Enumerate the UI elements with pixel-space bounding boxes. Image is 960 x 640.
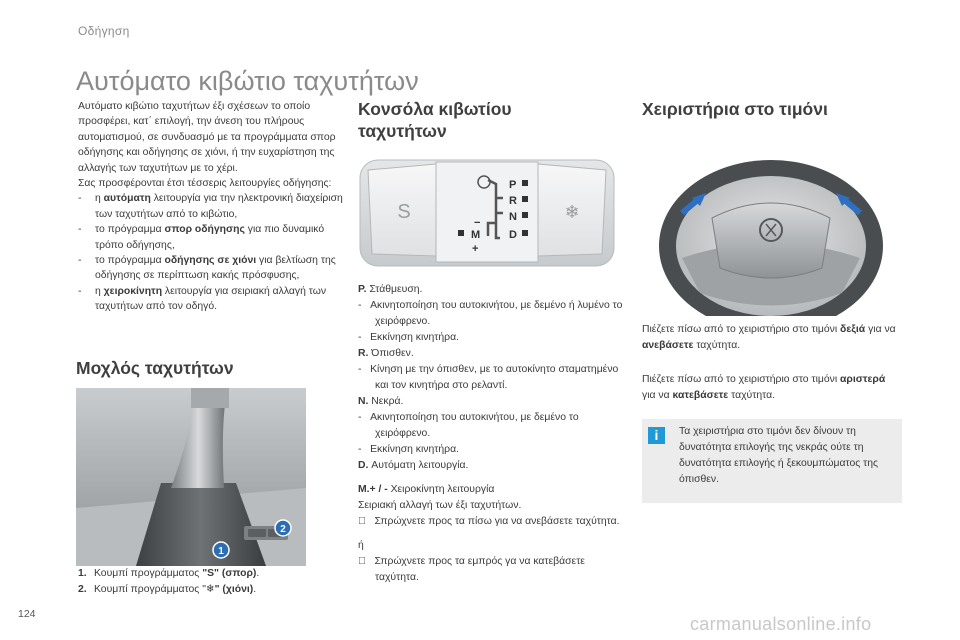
watermark: carmanualsonline.info bbox=[690, 614, 872, 634]
gate-D: D bbox=[509, 229, 517, 241]
intro-paragraph-2: Σας προσφέρονται έτσι τέσσερις λειτουργίες οδήγησης: bbox=[78, 178, 332, 190]
gear-console-photo bbox=[358, 158, 616, 268]
paddle-left-text: Πιέζετε πίσω από το χειριστήριο στο τιμόνι αριστερά για να κατεβάσετε ταχύτητα. bbox=[642, 374, 886, 401]
gate-plus: + bbox=[472, 243, 479, 255]
position-N-item: - Εκκίνηση κινητήρα. bbox=[358, 444, 459, 455]
sport-button: S bbox=[397, 201, 411, 223]
position-D: D. Αυτόματη λειτουργία. bbox=[358, 460, 469, 471]
position-P-item: - Ακινητοποίηση του αυτοκινήτου, με δεμένο ή λυμένο το χειρόφρενο. bbox=[358, 300, 623, 327]
gate-R: R bbox=[509, 195, 517, 207]
gate-minus: − bbox=[474, 217, 481, 229]
position-M-item: Σπρώχνετε προς τα εμπρός γα να κατεβάσετε ταχύτητα. bbox=[358, 556, 624, 567]
position-P: P. Στάθμευση. bbox=[358, 284, 423, 295]
gate-P: P bbox=[509, 179, 517, 191]
gear-lever-captions bbox=[78, 566, 343, 598]
paddle-right-text: Πιέζετε πίσω από το χειριστήριο στο τιμόνι δεξιά για να ανεβάσετε ταχύτητα. bbox=[642, 324, 896, 351]
gear-lever-photo bbox=[76, 388, 306, 566]
page-number: 124 bbox=[18, 608, 36, 620]
section-label: Οδήγηση bbox=[78, 24, 130, 38]
paddles-heading: Χειριστήρια στο τιμόνι bbox=[642, 99, 828, 119]
or-label: ή bbox=[358, 540, 364, 551]
position-R-item: - Κίνηση με την όπισθεν, με το αυτοκίνητο σταματημένο και τον κινητήρα στο ρελαντί. bbox=[358, 364, 619, 391]
position-N-item: - Ακινητοποίηση του αυτοκινήτου, με δεμένο το χειρόφρενο. bbox=[358, 412, 579, 439]
console-heading: Κονσόλα κιβωτίου ταχυτήτων bbox=[358, 99, 512, 141]
position-M: M.+ / - Χειροκίνητη λειτουργία bbox=[358, 484, 495, 495]
mode-bullet: - η χειροκίνητη λειτουργία για σειριακή αλλαγή των ταχυτήτων από τον οδηγό. bbox=[78, 285, 327, 313]
position-P-item: - Εκκίνηση κινητήρα. bbox=[358, 332, 459, 343]
snowflake-icon: ❄ bbox=[205, 584, 215, 595]
position-M-item: Σπρώχνετε προς τα πίσω για να ανεβάσετε ταχύτητα. bbox=[358, 516, 612, 527]
steering-wheel-photo bbox=[642, 158, 900, 316]
page-title: Αυτόματο κιβώτιο ταχυτήτων bbox=[76, 66, 419, 96]
position-R: R. Όπισθεν. bbox=[358, 348, 414, 359]
mode-bullet: - η αυτόματη λειτουργία για την ηλεκτρονική διαχείριση των ταχυτήτων από το κιβώτιο, bbox=[78, 193, 343, 220]
intro-paragraph: Αυτόματο κιβώτιο ταχυτήτων έξι σχέσεων το οποίο προσφέρει, κατ΄ επιλογή, την άνεση του πλήρους αυτοματισμού, σε συνδυασμό με τα προγράμματα σπορ οδήγησης και οδήγησης σε χιόνι, ή την ευχαρίστηση της αλλαγής των ταχυτήτων με το χέρι. bbox=[78, 101, 336, 174]
gate-M: M bbox=[471, 229, 481, 241]
callout-1: 1 bbox=[218, 546, 224, 557]
info-box bbox=[642, 419, 902, 503]
info-text: Τα χειριστήρια στο τιμόνι δεν δίνουν τη δυνατότητα επιλογής της νεκράς ούτε τη δυνατότητα επιλογής ή ξεκουμπώματος της όπισθεν. bbox=[679, 426, 879, 485]
mode-bullet: - το πρόγραμμα οδήγησης σε χιόνι για βελτίωση της οδήγησης σε περίπτωση κακής πρόσφυσης, bbox=[78, 255, 336, 282]
callout-2: 2 bbox=[280, 524, 286, 535]
positions-text bbox=[358, 282, 628, 586]
snow-button-icon: ❄ bbox=[564, 202, 580, 223]
info-icon: i bbox=[648, 427, 665, 444]
mode-bullet: - το πρόγραμμα σπορ οδήγησης για πιο δυναμικό τρόπο οδήγησης, bbox=[78, 224, 325, 251]
intro-text bbox=[78, 99, 343, 315]
caption-sport: 1. Κουμπί προγράμματος "S" (σπορ). bbox=[78, 568, 260, 579]
caption-snow: 2. Κουμπί προγράμματος "❄" (χιόνι). bbox=[78, 584, 257, 595]
position-M-desc: Σειριακή αλλαγή των έξι ταχυτήτων. bbox=[358, 500, 522, 511]
position-N: N. Νεκρά. bbox=[358, 396, 404, 407]
gear-lever-heading: Μοχλός ταχυτήτων bbox=[76, 358, 234, 378]
gate-N: N bbox=[509, 211, 517, 223]
